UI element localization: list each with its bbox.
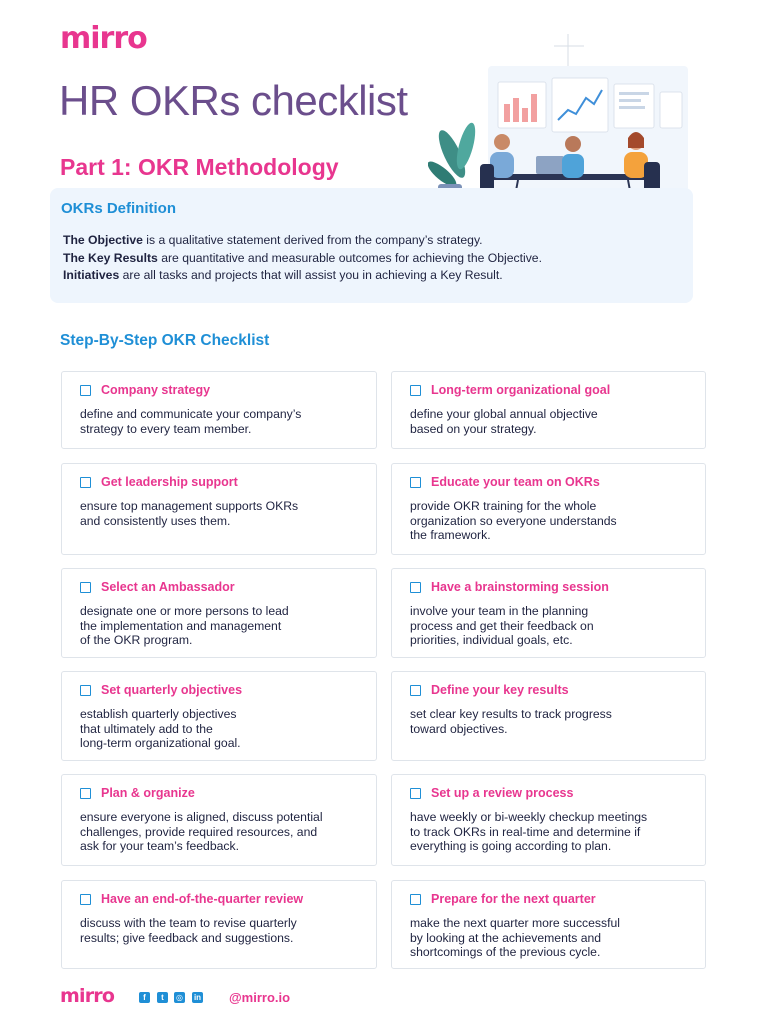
checkbox[interactable]: [410, 788, 421, 799]
checklist-item-description: define and communicate your company’s strategy to every team member.: [80, 407, 302, 436]
checklist-card: [391, 671, 706, 761]
definition-term: The Key Results: [63, 250, 158, 265]
checkbox[interactable]: [80, 894, 91, 905]
checkbox[interactable]: [410, 477, 421, 488]
definition-line: [63, 267, 542, 285]
checkbox[interactable]: [80, 685, 91, 696]
checklist-item-title: Plan & organize: [101, 786, 195, 800]
checklist-card: [391, 774, 706, 866]
checklist-item-description: have weekly or bi-weekly checkup meetings to track OKRs in real-time and determine if everything is going according to plan.: [410, 810, 648, 853]
checkbox[interactable]: [410, 385, 421, 396]
linkedin-icon[interactable]: in: [193, 993, 202, 1002]
checkbox[interactable]: [410, 894, 421, 905]
checklist-item-title: Define your key results: [431, 683, 569, 697]
definition-term: Initiatives: [63, 268, 120, 282]
page-title: HR OKRs checklist: [59, 77, 408, 124]
checklist-item-description: establish quarterly objectives that ultimately add to the long-term organizational goal.: [80, 707, 241, 750]
checklist-card: [61, 880, 377, 969]
checklist-item-description: make the next quarter more successful by looking at the achievements and shortcomings of the previous cycle.: [410, 916, 620, 959]
checklist-item-title: Get leadership support: [101, 475, 238, 489]
facebook-icon[interactable]: f: [139, 992, 150, 1003]
checklist-item-title: Select an Ambassador: [101, 580, 235, 594]
mirro-logo: mirro: [60, 21, 147, 56]
checklist-card: [391, 880, 706, 969]
mirro-handle-link[interactable]: @mirro.io: [229, 990, 291, 1005]
checklist-item-title: Prepare for the next quarter: [431, 892, 596, 906]
checklist-title: Step-By-Step OKR Checklist: [60, 332, 270, 349]
checklist-card: [391, 463, 706, 555]
checklist-card: [61, 774, 377, 866]
checklist-item-description: define your global annual objective based on your strategy.: [410, 407, 598, 436]
definition-text: are all tasks and projects that will assist you in achieving a Key Result.: [119, 268, 503, 282]
definition-text: is a qualitative statement derived from the company’s strategy.: [142, 233, 483, 247]
checklist-item-title: Set quarterly objectives: [101, 683, 243, 697]
checklist-item-description: ensure everyone is aligned, discuss potential challenges, provide required resources, and ask for your team’s feedback.: [80, 810, 323, 853]
instagram-icon[interactable]: ◎: [174, 992, 185, 1003]
checkbox[interactable]: [80, 788, 91, 799]
definition-line: [63, 232, 542, 250]
definition-line: [63, 250, 542, 268]
checklist-card: [61, 671, 377, 761]
checklist-card: [391, 371, 706, 449]
checklist-item-title: Set up a review process: [431, 786, 574, 800]
checklist-item-title: Have a brainstorming session: [431, 580, 609, 594]
checkbox[interactable]: [80, 477, 91, 488]
twitter-icon[interactable]: t: [157, 992, 168, 1003]
okr-definition-list: [63, 232, 542, 285]
checkbox[interactable]: [80, 385, 91, 396]
checkbox[interactable]: [410, 582, 421, 593]
checklist-card: [61, 568, 377, 658]
checkbox[interactable]: [80, 582, 91, 593]
checklist-card: [61, 371, 377, 449]
okr-definition-title: OKRs Definition: [61, 200, 176, 217]
okr-definition-panel: [50, 188, 693, 303]
checklist-item-title: Educate your team on OKRs: [431, 475, 600, 489]
definition-term: The Objective: [63, 233, 143, 247]
checklist-item-description: set clear key results to track progress toward objectives.: [410, 707, 612, 736]
checklist-item-description: designate one or more persons to lead the implementation and management of the OKR program.: [80, 604, 289, 647]
footer-mirro-logo: mirro: [60, 985, 115, 1007]
checklist-item-description: provide OKR training for the whole organization so everyone understands the framework.: [410, 499, 617, 542]
checklist-card: [61, 463, 377, 555]
checkbox[interactable]: [410, 685, 421, 696]
checklist-item-description: discuss with the team to revise quarterly results; give feedback and suggestions.: [80, 916, 297, 945]
definition-text: are quantitative and measurable outcomes for achieving the Objective.: [157, 250, 542, 265]
checklist-item-title: Long-term organizational goal: [431, 383, 611, 397]
checklist-card: [391, 568, 706, 658]
checklist-item-description: involve your team in the planning process and get their feedback on priorities, individual goals, etc.: [410, 604, 594, 647]
footer: [0, 985, 768, 1015]
part-title: Part 1: OKR Methodology: [60, 154, 339, 180]
checklist-item-title: Company strategy: [101, 383, 211, 397]
checklist-item-title: Have an end-of-the-quarter review: [101, 892, 304, 906]
checklist-item-description: ensure top management supports OKRs and consistently uses them.: [80, 499, 299, 528]
